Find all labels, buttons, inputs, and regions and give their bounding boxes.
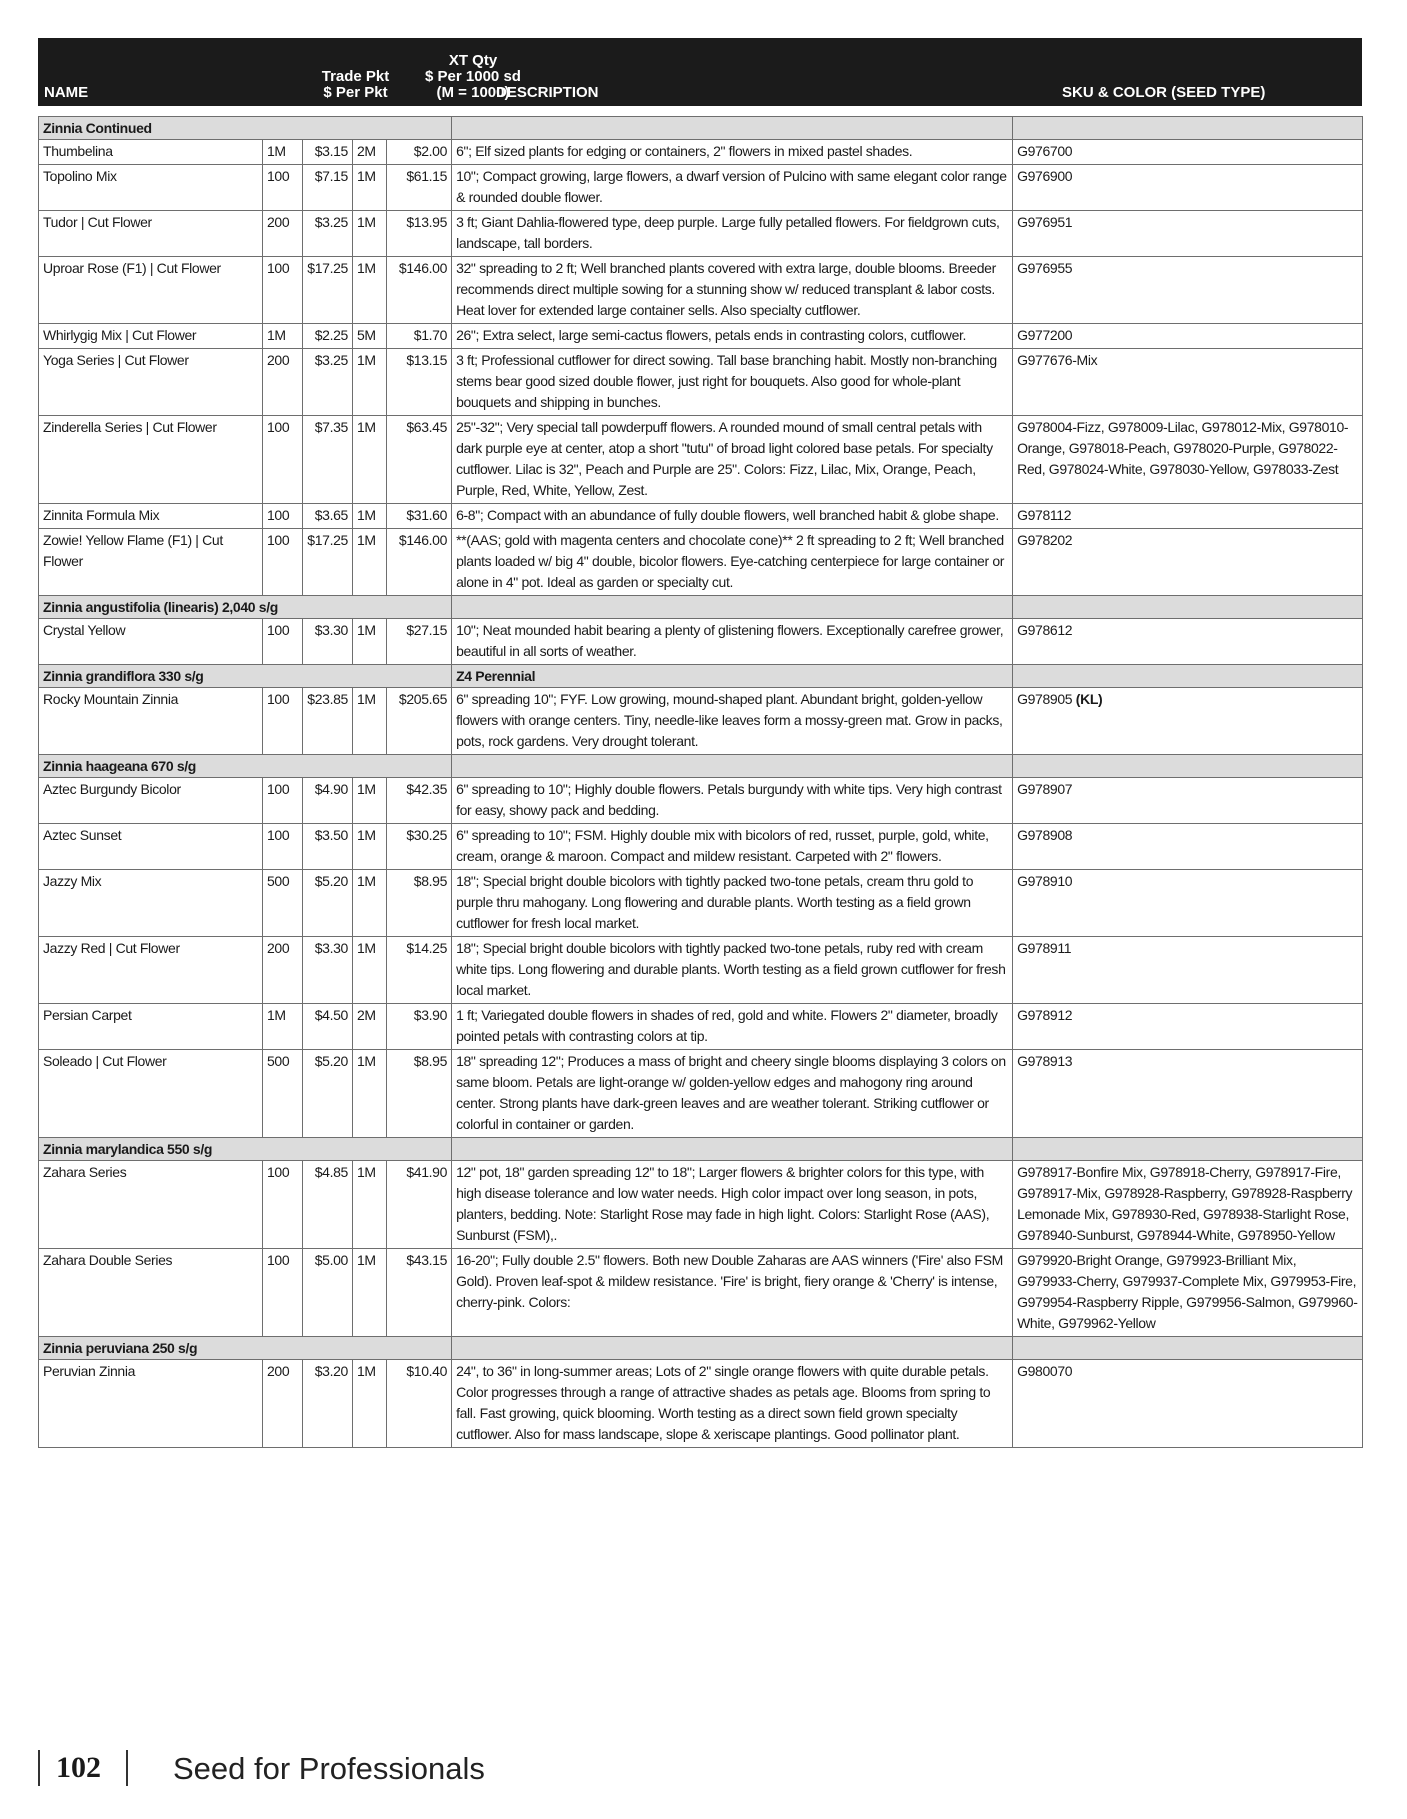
xt-qty: 1M: [353, 529, 387, 596]
table-row: [39, 937, 1363, 1004]
xt-qty: 1M: [353, 349, 387, 416]
section-sku-blank: [1013, 117, 1363, 140]
header-name: NAME: [44, 84, 89, 101]
trade-pkt-price: $17.25: [303, 529, 353, 596]
product-description: 6-8"; Compact with an abundance of fully double flowers, well branched habit & globe shape.: [452, 504, 1013, 529]
trade-pkt-qty: 100: [263, 688, 303, 755]
xt-qty: 1M: [353, 1249, 387, 1337]
product-description: 6" spreading to 10"; FSM. Highly double mix with bicolors of red, russet, purple, gold, white, cream, orange & maroon. Compact and mildew resistant. Carpeted with 2" flowers.: [452, 824, 1013, 870]
product-name: Jazzy Mix: [39, 870, 263, 937]
trade-pkt-qty: 500: [263, 1050, 303, 1138]
product-description: 6" spreading to 10"; Highly double flowers. Petals burgundy with white tips. Very high contrast for easy, showy pack and bedding.: [452, 778, 1013, 824]
trade-pkt-price: $5.00: [303, 1249, 353, 1337]
sku-color: [1013, 324, 1363, 349]
table-row: [39, 165, 1363, 211]
header-trade-line1: Trade Pkt: [321, 68, 390, 85]
trade-pkt-price: $4.85: [303, 1161, 353, 1249]
section-header-row: [39, 755, 1363, 778]
section-sku-blank: [1013, 665, 1363, 688]
product-name: Yoga Series | Cut Flower: [39, 349, 263, 416]
sku-text: G978908: [1017, 827, 1073, 843]
header-description: DESCRIPTION: [496, 84, 599, 101]
sku-seed-type: (KL): [1075, 691, 1103, 707]
sku-text: G978913: [1017, 1053, 1073, 1069]
sku-text: G978612: [1017, 622, 1073, 638]
trade-pkt-price: $3.30: [303, 619, 353, 665]
product-description: 24", to 36" in long-summer areas; Lots of 2" single orange flowers with quite durable petals. Color progresses through a range of attractive shades as petals age. Blooms from spring to fall. Fast growing, quick blooming. Worth testing as a direct sown field grown specialty cutflower. Also for mass landscape, slope & xeriscape plantings. Good pollinator plant.: [452, 1360, 1013, 1448]
trade-pkt-qty: 1M: [263, 1004, 303, 1050]
product-description: 32" spreading to 2 ft; Well branched plants covered with extra large, double blooms. Breeder recommends direct multiple sowing for a stunning show w/ reduced transplant & labor costs. Heat lover for extended large container sells. Also specialty cutflower.: [452, 257, 1013, 324]
table-row: [39, 1004, 1363, 1050]
xt-price: $8.95: [387, 870, 452, 937]
header-xt-line2: $ Per 1000 sd: [425, 68, 521, 85]
xt-price: $41.90: [387, 1161, 452, 1249]
xt-price: $27.15: [387, 619, 452, 665]
section-note: [452, 755, 1013, 778]
catalog-page: [38, 38, 1362, 1448]
header-xt-line3: (M = 1000): [436, 84, 510, 101]
table-row: [39, 1360, 1363, 1448]
xt-qty: 1M: [353, 824, 387, 870]
table-row: [39, 504, 1363, 529]
sku-color: [1013, 257, 1363, 324]
trade-pkt-price: $3.25: [303, 211, 353, 257]
sku-color: [1013, 211, 1363, 257]
section-title: Zinnia grandiflora 330 s/g: [39, 665, 452, 688]
table-row: [39, 870, 1363, 937]
product-name: Uproar Rose (F1) | Cut Flower: [39, 257, 263, 324]
header-sku-color: SKU & COLOR (SEED TYPE): [1062, 84, 1266, 101]
xt-price: $42.35: [387, 778, 452, 824]
product-name: Whirlygig Mix | Cut Flower: [39, 324, 263, 349]
sku-text: G978112: [1017, 507, 1072, 523]
table-row: [39, 529, 1363, 596]
product-description: 18"; Special bright double bicolors with tightly packed two-tone petals, ruby red with cream white tips. Long flowering and durable plants. Worth testing as a field grown cutflower for fresh local market.: [452, 937, 1013, 1004]
sku-color: [1013, 1050, 1363, 1138]
xt-price: $2.00: [387, 140, 452, 165]
xt-qty: 1M: [353, 165, 387, 211]
xt-price: $63.45: [387, 416, 452, 504]
trade-pkt-qty: 100: [263, 824, 303, 870]
trade-pkt-price: $3.15: [303, 140, 353, 165]
trade-pkt-price: $2.25: [303, 324, 353, 349]
xt-qty: 2M: [353, 1004, 387, 1050]
section-header-row: [39, 596, 1363, 619]
product-name: Zahara Series: [39, 1161, 263, 1249]
product-description: **(AAS; gold with magenta centers and chocolate cone)** 2 ft spreading to 2 ft; Well branched plants loaded w/ big 4" double, bicolor flowers. Eye-catching centerpiece for large container or alone in 4" pot. Ideal as garden or specialty cut.: [452, 529, 1013, 596]
table-row: [39, 257, 1363, 324]
table-header-bar: [38, 38, 1362, 106]
trade-pkt-qty: 100: [263, 1161, 303, 1249]
sku-color: [1013, 529, 1363, 596]
product-description: 25"-32"; Very special tall powderpuff flowers. A rounded mound of small central petals with dark purple eye at center, atop a short "tutu" of broad light colored base petals. For specialty cutflower. Lilac is 32", Peach and Purple are 25". Colors: Fizz, Lilac, Mix, Orange, Peach, Purple, Red, White, Yellow, Zest.: [452, 416, 1013, 504]
sku-text: G978202: [1017, 532, 1073, 548]
trade-pkt-price: $3.65: [303, 504, 353, 529]
sku-color: [1013, 504, 1363, 529]
sku-text: G976700: [1017, 143, 1073, 159]
trade-pkt-qty: 100: [263, 504, 303, 529]
xt-price: $13.95: [387, 211, 452, 257]
trade-pkt-qty: 1M: [263, 140, 303, 165]
product-description: 3 ft; Giant Dahlia-flowered type, deep purple. Large fully petalled flowers. For fieldgrown cuts, landscape, tall borders.: [452, 211, 1013, 257]
sku-text: G978905: [1017, 691, 1076, 707]
trade-pkt-qty: 100: [263, 778, 303, 824]
xt-qty: 1M: [353, 937, 387, 1004]
sku-color: [1013, 688, 1363, 755]
product-description: 3 ft; Professional cutflower for direct sowing. Tall base branching habit. Mostly non-branching stems bear good sized double flower, just right for bouquets. Also good for whole-plant bouquets and shipping in bunches.: [452, 349, 1013, 416]
trade-pkt-qty: 100: [263, 529, 303, 596]
trade-pkt-qty: 1M: [263, 324, 303, 349]
sku-text: G979920-Bright Orange, G979923-Brilliant Mix, G979933-Cherry, G979937-Complete Mix, G979953-Fire, G979954-Raspberry Ripple, G979956-Salmon, G979960-White, G979962-Yellow: [1017, 1252, 1358, 1331]
product-name: Soleado | Cut Flower: [39, 1050, 263, 1138]
xt-price: $8.95: [387, 1050, 452, 1138]
trade-pkt-qty: 200: [263, 937, 303, 1004]
table-row: [39, 416, 1363, 504]
trade-pkt-price: $7.15: [303, 165, 353, 211]
footer-title: Seed for Professionals: [173, 1751, 485, 1786]
xt-qty: 1M: [353, 1360, 387, 1448]
section-title: Zinnia marylandica 550 s/g: [39, 1138, 452, 1161]
product-description: 6"; Elf sized plants for edging or containers, 2" flowers in mixed pastel shades.: [452, 140, 1013, 165]
section-title: Zinnia peruviana 250 s/g: [39, 1337, 452, 1360]
product-name: Zinderella Series | Cut Flower: [39, 416, 263, 504]
trade-pkt-price: $23.85: [303, 688, 353, 755]
table-row: [39, 824, 1363, 870]
trade-pkt-price: $3.50: [303, 824, 353, 870]
xt-price: $10.40: [387, 1360, 452, 1448]
product-description: 6" spreading 10"; FYF. Low growing, mound-shaped plant. Abundant bright, golden-yellow flowers with orange centers. Tiny, needle-like leaves form a mossy-green mat. Grow in packs, pots, rock gardens. Very drought tolerant.: [452, 688, 1013, 755]
xt-qty: 1M: [353, 257, 387, 324]
product-name: Topolino Mix: [39, 165, 263, 211]
product-name: Jazzy Red | Cut Flower: [39, 937, 263, 1004]
sku-color: [1013, 824, 1363, 870]
xt-price: $3.90: [387, 1004, 452, 1050]
section-sku-blank: [1013, 755, 1363, 778]
trade-pkt-price: $4.90: [303, 778, 353, 824]
product-description: 16-20"; Fully double 2.5" flowers. Both new Double Zaharas are AAS winners ('Fire' also FSM Gold). Proven leaf-spot & mildew resistance. 'Fire' is bright, fiery orange & 'Cherry' is intense, cherry-pink. Colors:: [452, 1249, 1013, 1337]
section-header-row: [39, 665, 1363, 688]
table-row: [39, 688, 1363, 755]
sku-text: G978917-Bonfire Mix, G978918-Cherry, G978917-Fire, G978917-Mix, G978928-Raspberry, G978928-Raspberry Lemonade Mix, G978930-Red, G978938-Starlight Rose, G978940-Sunburst, G978944-White, G978950-Yellow: [1017, 1164, 1353, 1243]
footer-divider-left: [38, 1750, 40, 1786]
xt-qty: 1M: [353, 416, 387, 504]
trade-pkt-qty: 100: [263, 257, 303, 324]
trade-pkt-qty: 100: [263, 416, 303, 504]
product-description: 10"; Compact growing, large flowers, a dwarf version of Pulcino with same elegant color range & rounded double flower.: [452, 165, 1013, 211]
xt-price: $205.65: [387, 688, 452, 755]
xt-qty: 1M: [353, 211, 387, 257]
xt-qty: 2M: [353, 140, 387, 165]
product-description: 10"; Neat mounded habit bearing a plenty of glistening flowers. Exceptionally carefree grower, beautiful in all sorts of weather.: [452, 619, 1013, 665]
sku-color: [1013, 1360, 1363, 1448]
trade-pkt-qty: 500: [263, 870, 303, 937]
product-name: Tudor | Cut Flower: [39, 211, 263, 257]
trade-pkt-price: $3.25: [303, 349, 353, 416]
trade-pkt-price: $3.20: [303, 1360, 353, 1448]
table-row: [39, 324, 1363, 349]
sku-color: [1013, 1249, 1363, 1337]
section-sku-blank: [1013, 596, 1363, 619]
product-description: 26"; Extra select, large semi-cactus flowers, petals ends in contrasting colors, cutflower.: [452, 324, 1013, 349]
sku-text: G978911: [1017, 940, 1072, 956]
product-name: Thumbelina: [39, 140, 263, 165]
product-description: 18" spreading 12"; Produces a mass of bright and cheery single blooms displaying 3 colors on same bloom. Petals are light-orange w/ golden-yellow edges and mahogony ring around center. Strong plants have dark-green leaves and are weather tolerant. Striking cutflower or colorful in container or garden.: [452, 1050, 1013, 1138]
sku-color: [1013, 778, 1363, 824]
header-xt-line1: XT Qty: [448, 52, 498, 69]
xt-qty: 1M: [353, 870, 387, 937]
xt-price: $31.60: [387, 504, 452, 529]
section-note: [452, 1138, 1013, 1161]
section-sku-blank: [1013, 1138, 1363, 1161]
xt-qty: 1M: [353, 504, 387, 529]
product-name: Aztec Burgundy Bicolor: [39, 778, 263, 824]
sku-text: G978907: [1017, 781, 1073, 797]
table-row: [39, 1249, 1363, 1337]
section-title: Zinnia angustifolia (linearis) 2,040 s/g: [39, 596, 452, 619]
table-row: [39, 349, 1363, 416]
sku-text: G977200: [1017, 327, 1073, 343]
sku-color: [1013, 870, 1363, 937]
xt-price: $146.00: [387, 529, 452, 596]
xt-qty: 1M: [353, 1161, 387, 1249]
product-name: Aztec Sunset: [39, 824, 263, 870]
table-row: [39, 1161, 1363, 1249]
sku-color: [1013, 937, 1363, 1004]
section-header-row: [39, 1337, 1363, 1360]
table-row: [39, 140, 1363, 165]
sku-text: G976951: [1017, 214, 1073, 230]
xt-qty: 1M: [353, 778, 387, 824]
product-name: Rocky Mountain Zinnia: [39, 688, 263, 755]
sku-color: [1013, 140, 1363, 165]
footer-divider-right: [126, 1750, 128, 1786]
product-description: 1 ft; Variegated double flowers in shades of red, gold and white. Flowers 2" diameter, broadly pointed petals with contrasting colors at tip.: [452, 1004, 1013, 1050]
trade-pkt-qty: 200: [263, 349, 303, 416]
sku-color: [1013, 1161, 1363, 1249]
page-number: 102: [56, 1751, 101, 1784]
xt-qty: 1M: [353, 619, 387, 665]
xt-price: $61.15: [387, 165, 452, 211]
trade-pkt-qty: 100: [263, 1249, 303, 1337]
table-row: [39, 619, 1363, 665]
product-description: 12" pot, 18" garden spreading 12" to 18"; Larger flowers & brighter colors for this type, with high disease tolerance and low water needs. High color impact over long season, in pots, planters, bedding. Note: Starlight Rose may fade in high light. Colors: Starlight Rose (AAS), Sunburst (FSM),.: [452, 1161, 1013, 1249]
section-header-row: [39, 117, 1363, 140]
sku-text: G978910: [1017, 873, 1073, 889]
table-row: [39, 1050, 1363, 1138]
xt-qty: 1M: [353, 688, 387, 755]
sku-text: G978004-Fizz, G978009-Lilac, G978012-Mix, G978010-Orange, G978018-Peach, G978020-Purple, G978022-Red, G978024-White, G978030-Yellow, G978033-Zest: [1017, 419, 1349, 477]
trade-pkt-qty: 200: [263, 211, 303, 257]
header-trade-line2: $ Per Pkt: [323, 84, 388, 101]
xt-price: $13.15: [387, 349, 452, 416]
product-name: Peruvian Zinnia: [39, 1360, 263, 1448]
xt-qty: 5M: [353, 324, 387, 349]
sku-text: G980070: [1017, 1363, 1073, 1379]
product-table: [38, 116, 1363, 1448]
section-note: [452, 596, 1013, 619]
trade-pkt-qty: 100: [263, 619, 303, 665]
trade-pkt-price: $17.25: [303, 257, 353, 324]
table-row: [39, 778, 1363, 824]
header-trade-pkt: [293, 69, 418, 101]
product-name: Zowie! Yellow Flame (F1) | Cut Flower: [39, 529, 263, 596]
trade-pkt-price: $5.20: [303, 1050, 353, 1138]
product-name: Zahara Double Series: [39, 1249, 263, 1337]
sku-text: G977676-Mix: [1017, 352, 1098, 368]
trade-pkt-qty: 200: [263, 1360, 303, 1448]
sku-text: G978912: [1017, 1007, 1073, 1023]
table-row: [39, 211, 1363, 257]
section-sku-blank: [1013, 1337, 1363, 1360]
sku-color: [1013, 165, 1363, 211]
product-name: Crystal Yellow: [39, 619, 263, 665]
section-note: [452, 1337, 1013, 1360]
xt-price: $43.15: [387, 1249, 452, 1337]
trade-pkt-price: $5.20: [303, 870, 353, 937]
sku-color: [1013, 349, 1363, 416]
trade-pkt-qty: 100: [263, 165, 303, 211]
sku-text: G976900: [1017, 168, 1073, 184]
sku-color: [1013, 1004, 1363, 1050]
section-title: Zinnia Continued: [39, 117, 452, 140]
xt-qty: 1M: [353, 1050, 387, 1138]
xt-price: $146.00: [387, 257, 452, 324]
trade-pkt-price: $7.35: [303, 416, 353, 504]
xt-price: $1.70: [387, 324, 452, 349]
sku-color: [1013, 619, 1363, 665]
product-name: Zinnita Formula Mix: [39, 504, 263, 529]
sku-text: G976955: [1017, 260, 1073, 276]
trade-pkt-price: $4.50: [303, 1004, 353, 1050]
xt-price: $14.25: [387, 937, 452, 1004]
section-note: [452, 117, 1013, 140]
product-name: Persian Carpet: [39, 1004, 263, 1050]
section-header-row: [39, 1138, 1363, 1161]
product-description: 18"; Special bright double bicolors with tightly packed two-tone petals, cream thru gold to purple thru mahogany. Long flowering and durable plants. Worth testing as a field grown cutflower for fresh local market.: [452, 870, 1013, 937]
xt-price: $30.25: [387, 824, 452, 870]
trade-pkt-price: $3.30: [303, 937, 353, 1004]
section-note: Z4 Perennial: [452, 665, 1013, 688]
section-title: Zinnia haageana 670 s/g: [39, 755, 452, 778]
sku-color: [1013, 416, 1363, 504]
